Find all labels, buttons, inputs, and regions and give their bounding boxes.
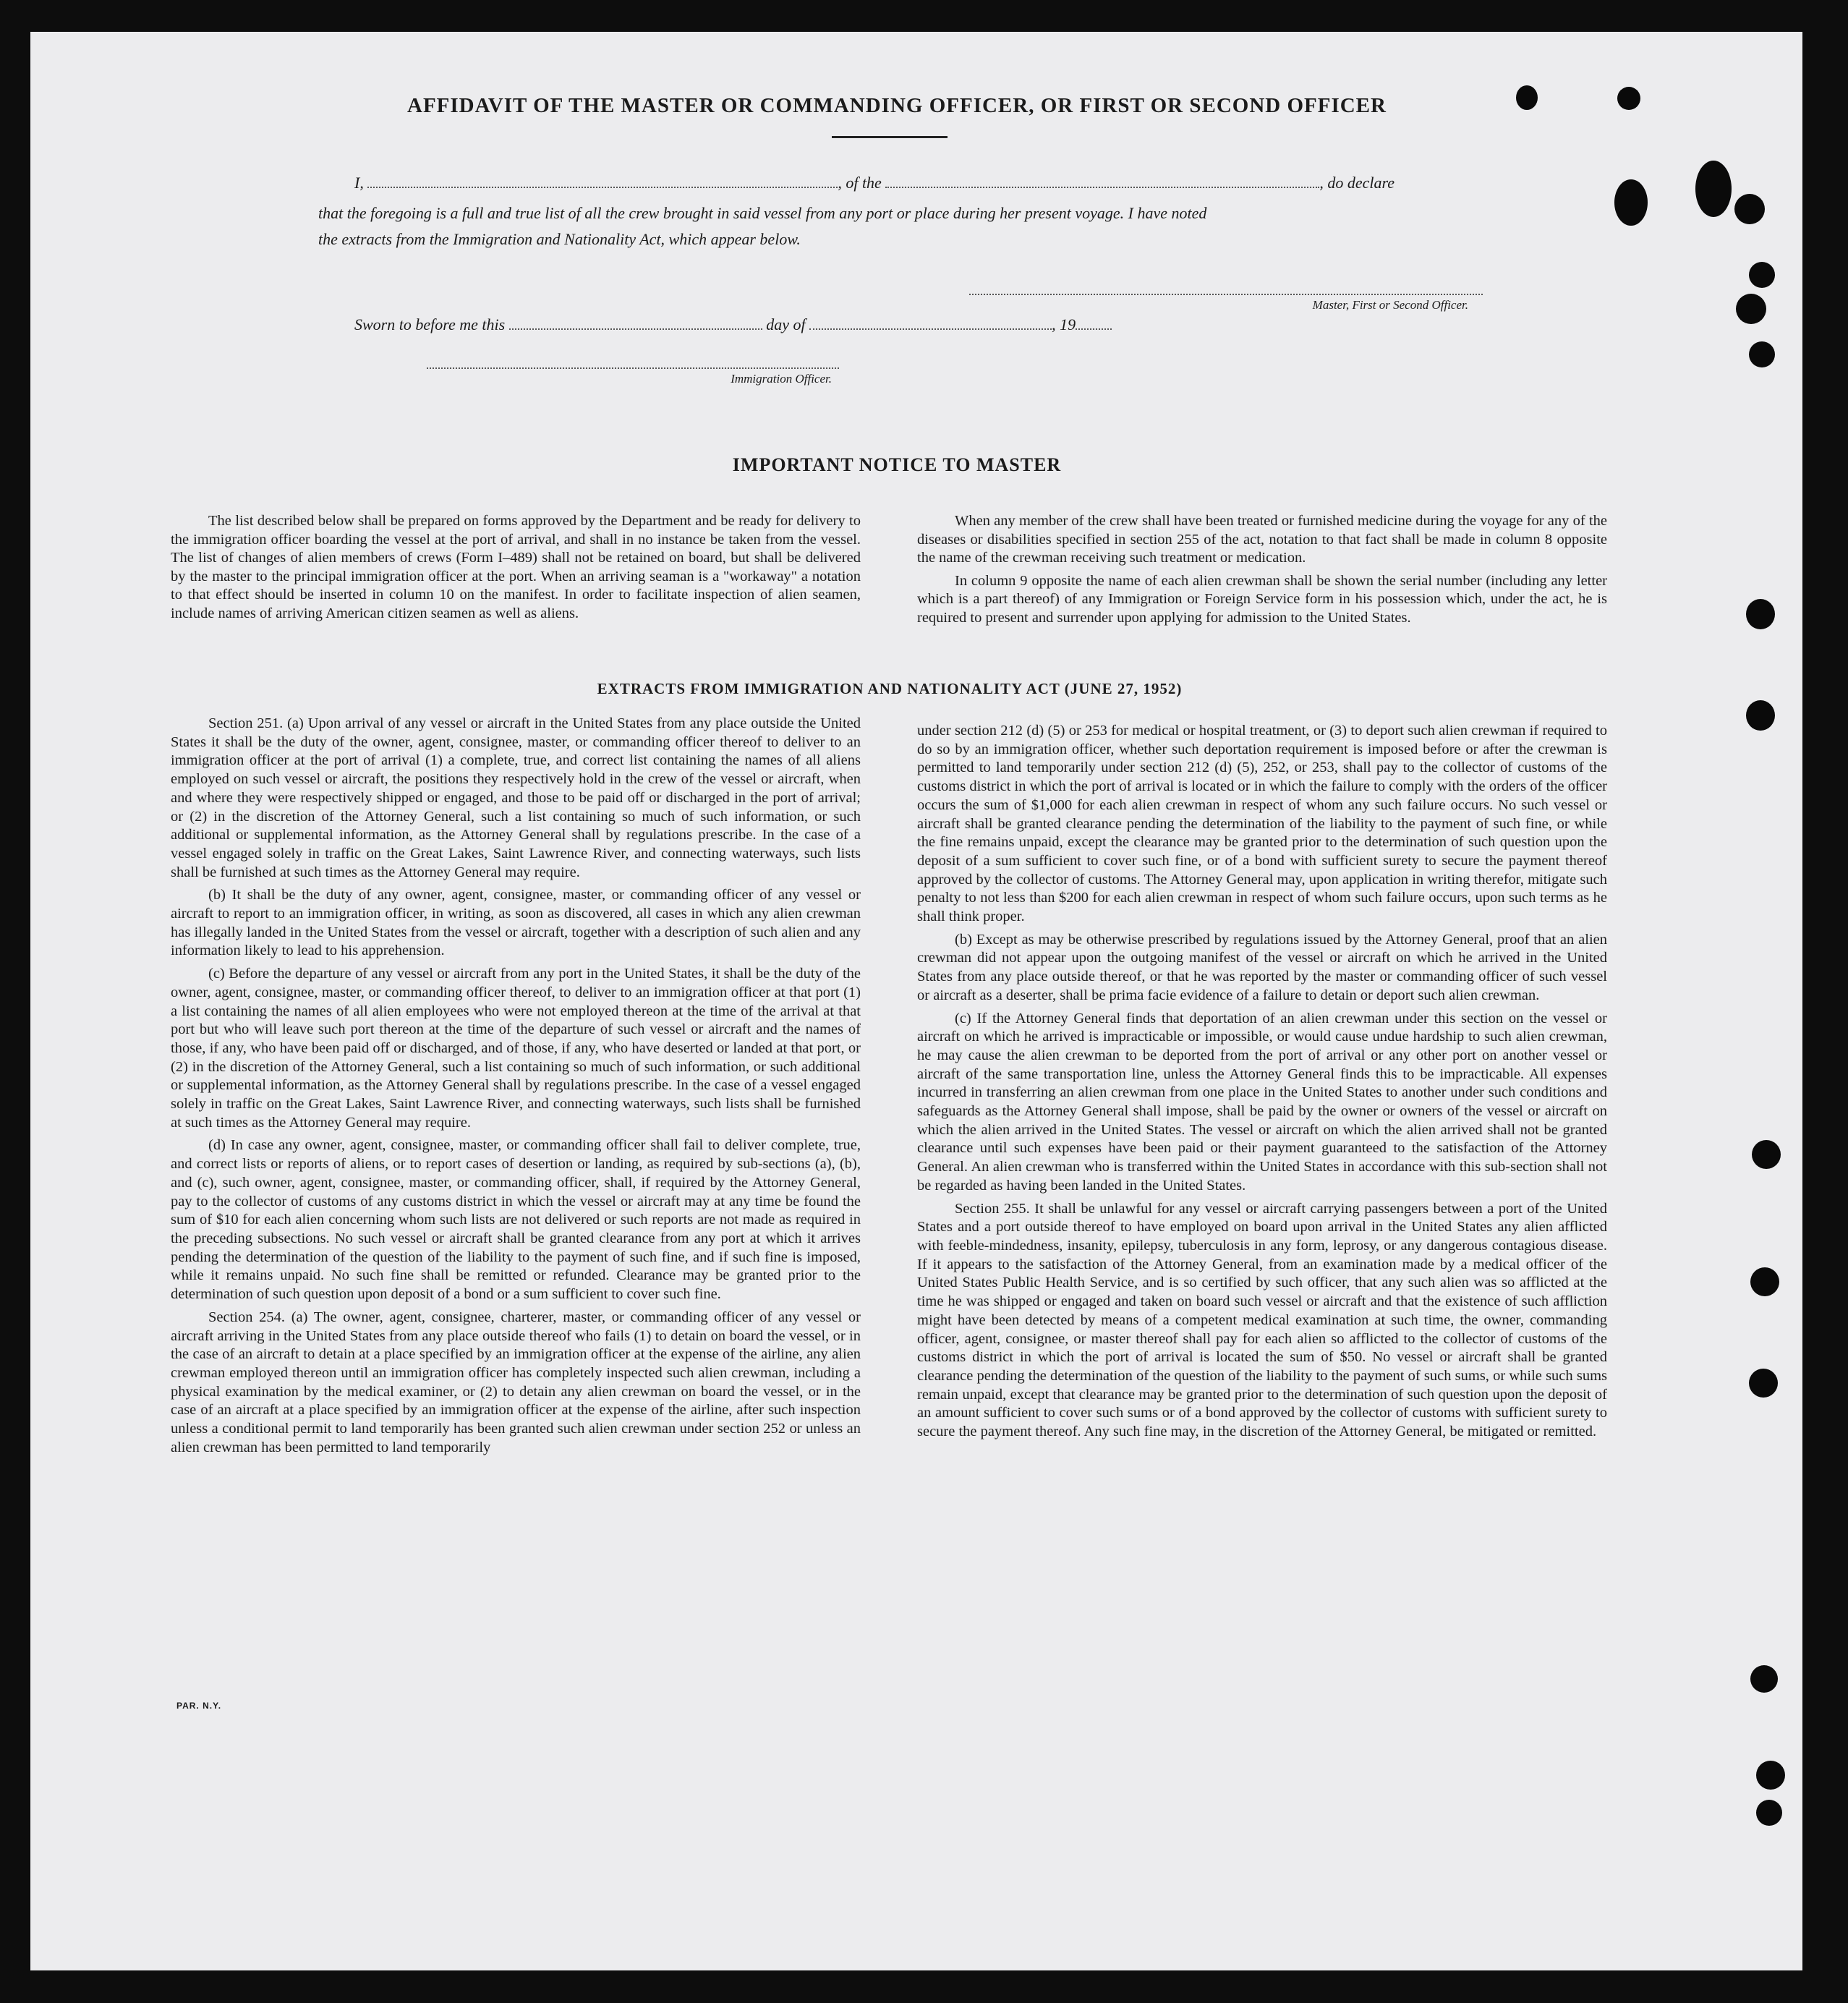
- punch-hole: [1746, 700, 1775, 731]
- extracts-right-column: [917, 722, 1607, 1446]
- sworn-label: Sworn to before me this: [354, 315, 506, 333]
- punch-hole: [1756, 1800, 1782, 1826]
- vessel-blank[interactable]: [885, 174, 1319, 188]
- notice-paragraph: In column 9 opposite the name of each alien crewman shall be shown the serial number (including any letter which is a part thereof) of any Immigration or Foreign Service form in his possession which, under the act, he is required to present and surrender upon applying for admission to the United States.: [917, 572, 1607, 626]
- punch-hole: [1734, 194, 1765, 224]
- sworn-month-blank[interactable]: [809, 315, 1052, 330]
- declare-i-text: I,: [354, 174, 364, 192]
- punch-hole: [1736, 294, 1766, 324]
- sworn-day-blank[interactable]: [509, 315, 762, 330]
- section-251b-paragraph: (b) It shall be the duty of any owner, agent, consignee, master, or commanding officer of any vessel or aircraft to report to an immigration officer, in writing, as soon as discovered, all cases in which any alien crewman has illegally landed in the United States from the vessel or aircraft, together with a description of such alien and any information likely to lead to his apprehension.: [171, 887, 861, 959]
- punch-hole: [1695, 161, 1732, 217]
- section-251c-paragraph: (c) Before the departure of any vessel or aircraft from any port in the United States, it shall be the duty of the owner, agent, consignee, master, or commanding officer thereof, to deliver to an immigration officer at that port (1) a list containing the names of all alien employees who were not employed thereon at the time of the arrival at that port but who will leave such port thereon at the time of the departure of such vessel or aircraft and the names of those, if any, who have been paid off or discharged, and of those, if any, who have deserted or landed at that port, or (2) in the discretion of the Attorney General, such a list containing so much of such information, or such additional or supplemental information, as the Attorney General shall by regulations prescribe. In the case of a vessel engaged solely in traffic on the Great Lakes, Saint Lawrence River, and connecting waterways, such lists shall be furnished at such times as the Attorney General may require.: [171, 966, 861, 1131]
- year-prefix: , 19: [1052, 315, 1076, 333]
- punch-hole: [1750, 1665, 1778, 1693]
- notice-paragraph: When any member of the crew shall have been treated or furnished medicine during the voyage for any of the diseases or disabilities specified in section 255 of the act, notation to that fact shall be made in column 8 opposite the name of the crewman receiving such treatment or medication.: [917, 513, 1607, 566]
- punch-hole: [1749, 1369, 1778, 1398]
- section-251a-paragraph: Section 251. (a) Upon arrival of any vessel or aircraft in the United States from any place outside the United States it shall be the duty of the owner, agent, consignee, master, or commanding officer thereof to deliver to an immigration officer at the port of arrival (1) a complete, true, and correct list containing the names of all aliens employed on such vessel or aircraft, the positions they respectively hold in the crew of the vessel or aircraft, when and where they were respectively shipped or engaged, and those to be paid off or discharged in the port of arrival; or (2) in the discretion of the Attorney General, such a list containing so much of such information, or such additional or supplemental information, as the Attorney General shall by regulations prescribe. In the case of a vessel engaged solely in traffic on the Great Lakes, Saint Lawrence River, and connecting waterways, such lists shall be furnished at such times as the Attorney General may require.: [171, 715, 861, 880]
- sworn-year-blank[interactable]: [1076, 315, 1112, 330]
- extracts-title: EXTRACTS FROM IMMIGRATION AND NATIONALITY ACT (JUNE 27, 1952): [597, 680, 1183, 697]
- printer-imprint: PAR. N.Y.: [176, 1701, 222, 1711]
- section-254a-continued-paragraph: under section 212 (d) (5) or 253 for medical or hospital treatment, or (3) to deport such alien crewman if required to do so by an immigration officer, whether such deportation requirement is imposed before or after the crewman is permitted to land temporarily under section 212 (d) (5), 252, or 253, shall pay to the collector of customs of the customs district in which the port of arrival is located or in which the failure to comply with the orders of the officer occurs the sum of $1,000 for each alien crewman in respect of whom any such failure occurs. No such vessel or aircraft shall be granted clearance pending the determination of the liability to the payment of such fine, or while the fine remains unpaid, except the clearance may be granted prior to the determination of such question upon the deposit of a sum sufficient to cover such fine, or of a bond with sufficient surety to secure the payment thereof approved by the collector of customs. The Attorney General may, upon application in writing therefor, mitigate such penalty to not less than $200 for each alien crewman in respect of whom such failure occurs, upon such terms as he shall think proper.: [917, 723, 1607, 925]
- day-of-label: day of: [766, 315, 806, 333]
- notice-paragraph: The list described below shall be prepared on forms approved by the Department and be ready for delivery to the immigration officer boarding the vessel at the port of arrival, and shall in no instance be taken from the vessel. The list of changes of alien members of crews (Form I–489) shall not be retained on board, but shall be delivered by the master to the principal immigration officer at the port. When an arriving seaman is a "workaway" a notation to that effect should be inserted in column 10 on the manifest. In order to facilitate inspection of alien seamen, include names of arriving American citizen seamen as well as aliens.: [171, 513, 861, 621]
- declaration-line: [354, 174, 1483, 192]
- punch-hole: [1617, 87, 1640, 110]
- master-signature-line[interactable]: [969, 294, 1483, 295]
- master-signature-label: Master, First or Second Officer.: [1312, 298, 1468, 312]
- notice-title: IMPORTANT NOTICE TO MASTER: [732, 454, 1062, 475]
- punch-hole: [1752, 1140, 1781, 1169]
- statement-line-1: that the foregoing is a full and true list of all the crew brought in said vessel from any port or place during her present voyage. I have noted: [318, 204, 1207, 222]
- immigration-officer-signature-line[interactable]: [427, 367, 839, 369]
- affidavit-title: AFFIDAVIT OF THE MASTER OR COMMANDING OFFICER, OR FIRST OR SECOND OFFICER: [407, 94, 1387, 117]
- punch-hole: [1756, 1761, 1785, 1790]
- section-254a-paragraph: Section 254. (a) The owner, agent, consignee, charterer, master, or commanding officer of any vessel or aircraft arriving in the United States from any place outside thereof who fails (1) to detain on board the vessel, or in the case of an aircraft to detain at a place specified by an immigration officer at the expense of the airline, any alien crewman employed thereon until an immigration officer has completely inspected such alien crewman, including a physical examination by the medical examiner, or (2) to detain any alien crewman on board the vessel, or in the case of an aircraft at a place specified by an immigration officer at the expense of the airline, after such inspection unless a conditional permit to land temporarily has been granted such alien crewman under section 252 or unless an alien crewman has been permitted to land temporarily: [171, 1309, 861, 1455]
- declare-of-the-text: , of the: [838, 174, 882, 192]
- punch-hole: [1749, 341, 1775, 367]
- punch-hole: [1750, 1267, 1779, 1296]
- notice-left-column: [171, 512, 861, 628]
- title-divider: [832, 136, 948, 138]
- statement-line-2: the extracts from the Immigration and Nationality Act, which appear below.: [318, 230, 801, 248]
- section-251d-paragraph: (d) In case any owner, agent, consignee, master, or commanding officer shall fail to deliver complete, true, and correct lists or reports of aliens, or to report cases of desertion or landing, as required by sub-sections (a), (b), and (c), such owner, agent, consignee, master, or commanding officer, shall, if required by the Attorney General, pay to the collector of customs of any customs district in which the vessel or aircraft may at any time be found the sum of $10 for each alien concerning whom such lists are not delivered or such reports are not made as required in the preceding subsections. No such vessel or aircraft shall be granted clearance from any port at which it arrives pending the determination of the question of the liability to the payment of such fine, and if such fine is imposed, while it remains unpaid. No such fine shall be remitted or refunded. Clearance may be granted prior to the determination of such question upon deposit of a bond or a sum sufficient to cover such fine.: [171, 1137, 861, 1303]
- punch-hole: [1614, 179, 1648, 226]
- declare-end-text: , do declare: [1319, 174, 1394, 192]
- sworn-line: [354, 315, 1222, 334]
- name-blank[interactable]: [367, 174, 838, 188]
- section-255-paragraph: Section 255. It shall be unlawful for any vessel or aircraft carrying passengers between a port of the United States and a port outside thereof to have employed on board upon arrival in the United States any alien afflicted with feeble-mindedness, insanity, epilepsy, tuberculosis in any form, leprosy, or any dangerous contagious disease. If it appears to the satisfaction of the Attorney General, from an examination made by a medical officer of the United States Public Health Service, and is so certified by such officer, that any such alien was so afflicted at the time he was shipped or engaged and taken on board such vessel or aircraft and that the existence of such affliction might have been detected by means of a competent medical examination at such time, the owner, commanding officer, agent, consignee, or master thereof shall pay for each alien so afflicted to the collector of customs of the customs district in which the port of arrival is located the sum of $50. No vessel or aircraft shall be granted clearance pending the determination of the question of the liability to the payment of such sums, or while such sums remain unpaid, except that clearance may be granted prior to the determination of such question upon the deposit of an amount sufficient to cover such sums or of a bond approved by the collector of customs with sufficient surety to secure the payment thereof. Any such fine may, in the discretion of the Attorney General, be mitigated or remitted.: [917, 1200, 1607, 1440]
- extracts-left-column: [171, 715, 861, 1461]
- punch-hole: [1516, 85, 1538, 110]
- punch-hole: [1746, 599, 1775, 629]
- punch-hole: [1749, 262, 1775, 288]
- section-254c-paragraph: (c) If the Attorney General finds that deportation of an alien crewman under this section on the vessel or aircraft on which he arrived is impracticable or impossible, or would cause undue hardship to such alien crewman, he may cause the alien crewman to be deported from the port of arrival or any other port on another vessel or aircraft of the same transportation line, unless the Attorney General finds this to be impracticable. All expenses incurred in transferring an alien crewman from one place in the United States to another under such conditions and safeguards as the Attorney General shall impose, shall be paid by the owner or owners of the vessel or aircraft on which the alien arrived in the United States. The vessel or aircraft on which the alien arrived shall not be granted clearance until such expenses have been paid or their payment guaranteed to the satisfaction of the Attorney General. An alien crewman who is transferred within the United States in accordance with this sub-section shall not be regarded as having been landed in the United States.: [917, 1010, 1607, 1194]
- notice-right-column: [917, 512, 1607, 632]
- section-254b-paragraph: (b) Except as may be otherwise prescribed by regulations issued by the Attorney General, proof that an alien crewman did not appear upon the outgoing manifest of the vessel or aircraft on which he arrived in the United States from any place outside thereof, or that he was reported by the master or commanding officer of such vessel or aircraft as a deserter, shall be prima facie evidence of a failure to detain or deport such alien crewman.: [917, 931, 1607, 1003]
- immigration-officer-label: Immigration Officer.: [731, 372, 832, 386]
